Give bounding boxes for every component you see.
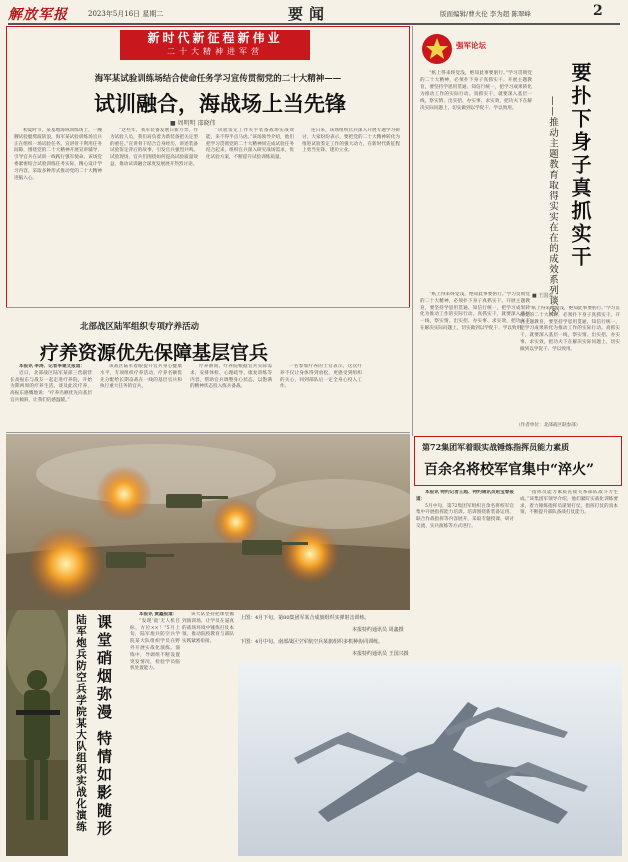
story2-headline: 疗养资源优先保障基层官兵 [40,342,269,364]
story4-text-2: 该大队坚持把课堂搬到演训场，让学员在逼真的战场环境中锤炼打仗本领，推动院校教育与部队实践紧密衔接。 [182,612,234,645]
story4-text-1: “发现‘敌’无人机目标，方位××！”5月上旬，陆军炮兵防空兵学院某大队组织学员在野外开展实战化演练。演练中，导调组不断设置突发情况，检验学员临机处置能力。 [130,618,180,672]
story3-byline: 本报讯 特约记者王超、特约通讯员赵宝春报道： [416,490,514,502]
column-subtitle: ——推动主题教育取得实实在在的成效系列谈⑧ [547,96,558,317]
story3-column-2 [520,490,618,614]
paper-name: 解放军报 [8,7,68,23]
column-sign: （作者单位：北部战区联参部） [516,423,581,428]
column-divider [412,26,413,436]
lead-headline: 试训融合，海战场上当先锋 [94,91,346,116]
lead-text-4: 连日来，该场组织官兵深入开展专题学习研讨，大家纷纷表示，要把党的二十大精神转化为推进试验鉴定工作的强大动力，在新时代新征程上勇当先锋、建功立业。 [302,128,400,154]
lead-column-3 [206,128,294,298]
jets-photo [238,662,622,856]
story2-column-4 [280,364,362,428]
artillery-photo [6,434,410,610]
emblem-icon [418,30,456,68]
story3-kicker: 第72集团军着眼实战锤炼指挥员能力素质 [422,442,570,452]
story4-column-2 [182,612,234,856]
lead-text-1: 初夏时节，某基地海域训练场上，一艘艘试验艇劈波斩浪，海军某试验训练场官兵正在组织一场试验任务。宣讲骨干利用任务间隙，围绕党的二十大精神开展宣讲辅导，引导官兵在试训一线践行强军使命。该场党委紧密结合试验训练任务实际，精心设计学习内容，采取多种形式推动党的二十大精神进脑入心。 [14,128,102,181]
section-divider-2 [6,432,410,433]
story3-text-1: 5月中旬，第72集团军组织百余名将校军官集中开展指挥能力培训。培训围绕新装备运用、联合作战指挥等内容展开，采取专题授课、研讨交流、实兵演练等方式进行。 [416,503,514,529]
story2-column-3 [190,364,272,428]
issue-date: 2023年5月16日 星期二 [88,10,164,18]
story2-column-1 [10,364,92,428]
story2-text-4: 一名参加疗养的士官表示，这次疗养不仅让身体得到放松，更感受到组织的关心，回到部队后一定全身心投入工作。 [280,364,362,390]
theme-banner [120,30,310,60]
story2-byline: 本报讯 李涛、记者李建文报道： [19,364,85,369]
story3-headline: 百余名将校军官集中“淬火” [424,462,595,478]
story3-column-1 [416,490,514,614]
story2-kicker: 北部战区陆军组织专项疗养活动 [80,322,200,332]
story2-text-3: 疗养期间，疗养院根据官兵实际需求，安排体检、心理疏导、康复训练等内容，帮助官兵调整身心状态，以饱满的精神状态投入练兵备战。 [190,364,272,390]
column-headline: 要扑下身子真抓实干 [568,62,592,269]
column-body [420,70,532,282]
column-body-right [520,306,620,418]
banner-title: 新时代新征程新伟业 [147,31,283,45]
column-text-right: “纸上得来终觉浅，绝知此事要躬行。”学习贯彻党的二十大精神，必须扑下身子真抓实干。开展主题教育，要坚持学思用贯通、知信行统一，把学习成果转化为推动工作的实际行动。真抓实干，就要深入基层一线，察实情、出实招、办实事、求实效，把功夫下在解决实际问题上，切实做到以学促干、学以致用。 [520,306,620,352]
lead-text-3: “试验鉴定工作关乎装备战场实战效能，来不得半点马虎。”该场领导介绍，他们把学习贯彻党的二十大精神同完成试验任务结合起来，组织官兵深入研究战场需求，优化试验方案，不断提升试验训练质量。 [206,128,294,161]
lead-byline: ■ 周明明 邵晓伟 [170,120,216,127]
story4-headline: 课堂硝烟弥漫 特情如影随形 [95,614,113,839]
column-text-lower: “纸上得来终觉浅，绝知此事要躬行。”学习贯彻党的二十大精神，必须扑下身子真抓实干。开展主题教育，要坚持学思用贯通、知信行统一，把学习成果转化为推动工作的实际行动。真抓实干，就要深入基层一线，察实情、出实招、办实事、求实效，把功夫下在解决实际问题上，切实做到以学促干、学以致用。 [420,292,530,331]
lead-kicker: 海军某试验训练场结合使命任务学习宣传贯彻党的二十大精神—— [94,74,342,84]
column-body-lower [420,292,530,437]
story2-text-1: 近日，北部战区陆军某部三营副营长高振东与战友一起走进疗养院，开始为期两周的疗养生活。谈及此次疗养，高振东感慨地说：“疗养名额优先向基层官兵倾斜，让我们倍感温暖。” [10,370,92,403]
lead-column-2 [110,128,198,298]
section-title: 要闻 [288,5,331,23]
caption-top: 上图：4月下旬，第80集团军某合成旅组织实弹射击训练。 [240,615,370,621]
header-rule [8,23,620,25]
story4-column-1 [130,612,180,856]
section-divider-1 [6,307,410,308]
story3-text-2: “指挥员能力素质直接关系部队战斗力生成。”该集团军领导介绍，他们紧盯实战化训练要求，着力锤炼指挥员谋划打仗、指挥打仗的真本领，不断提升部队备战打仗能力。 [520,490,618,516]
story4-byline: 本报讯 黄鑫报道： [139,612,178,617]
page-editors: 版面编辑/曹火伦 李为超 陈翠峰 [440,10,531,18]
soldier-photo [6,610,68,856]
banner-subtitle: 二十大精神进军营 [167,47,263,56]
caption-credit-1: 本报特约通讯员 周鑫摄 [352,627,404,633]
lead-column-1 [14,128,102,298]
page-number: 2 [593,3,603,19]
story2-column-2 [100,364,182,428]
story4-kicker: 陆军炮兵防空兵学院某大队组织实战化演练 [75,614,87,833]
lead-column-4 [302,128,400,298]
caption-bottom: 下图：4月中旬，南部战区空军航空兵某旅组织多机种协同训练。 [240,639,384,645]
lead-text-2: “这些年，我军装备发展日新月异，作为试验人员，我们肩负着为新装备把关定型的重任。”宣讲骨干结合自身经历，讲述装备试验鉴定背后的故事，引发官兵强烈共鸣。试验现场，官兵们围绕如何提高试验质量效益、推动试训融合深度发展展开热烈讨论。 [110,128,198,167]
column-badge: 强军论坛 [456,41,486,50]
column-text: “纸上得来终觉浅，绝知此事要躬行。”学习贯彻党的二十大精神，必须扑下身子真抓实干。开展主题教育，要坚持学思用贯通、知信行统一，把学习成果转化为推动工作的实际行动。真抓实干，就要深入基层一线，察实情、出实招、办实事、求实效，把功夫下在解决实际问题上，切实做到以学促干、学以致用。 [420,71,532,111]
caption-credit-2: 本报特约通讯员 王国兴摄 [352,651,409,657]
column-byline: ■ 王国兴 [532,293,554,299]
story2-text-2: 该战区陆军着眼提升官兵身心健康水平，专项组织疗养活动，疗养名额优先分配给长期奋战在一线的基层官兵和执行重大任务的官兵。 [100,364,182,390]
